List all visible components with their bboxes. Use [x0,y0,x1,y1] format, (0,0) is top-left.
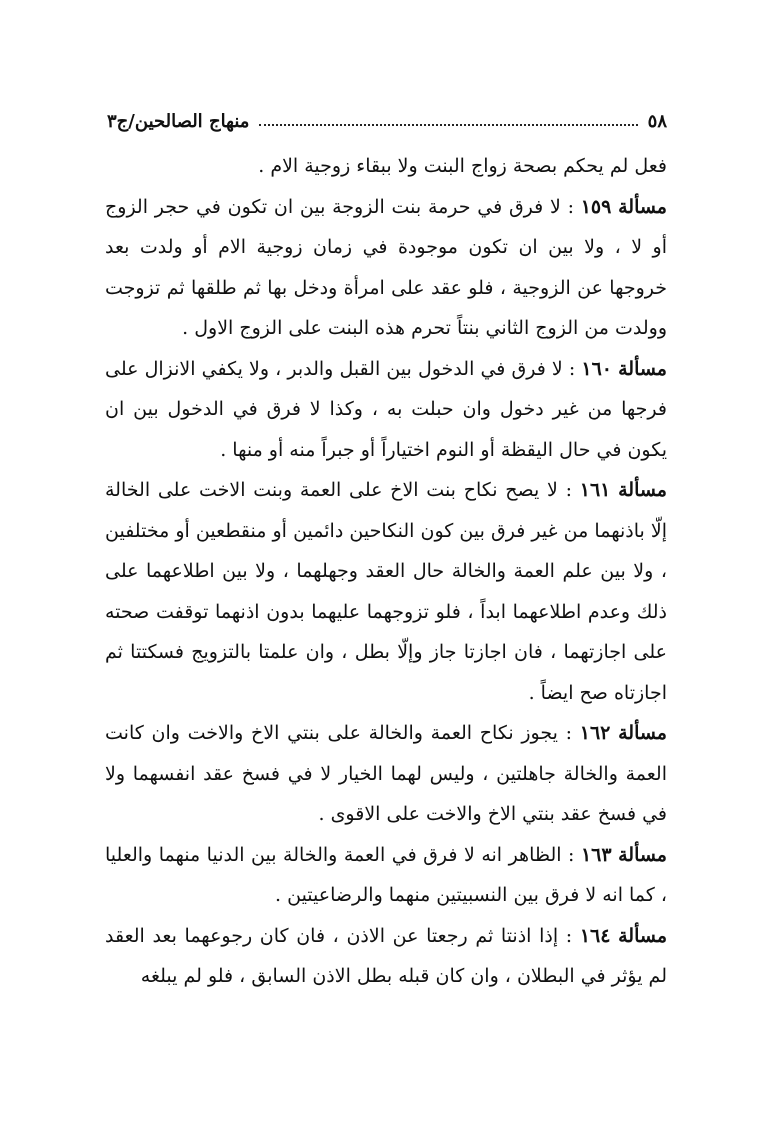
issue-label: مسألة [618,924,668,947]
issue-label: مسألة [618,357,667,380]
issue-paragraph [105,835,667,916]
issue-number: ١٦٢ [579,722,611,744]
continuation-paragraph [105,146,667,187]
paragraph-text: : يجوز نكاح العمة والخالة على بنتي الاخ والاخت وان كانت العمة والخالة جاهلتين ، وليس لهما الخيار لا في فسخ عقد انفسهما ولا في فسخ عقد بنتي الاخ والاخت على الاقوى . [105,722,667,825]
issue-paragraph [105,470,667,713]
paragraph-text: : لا فرق في حرمة بنت الزوجة بين ان تكون في حجر الزوج أو لا ، ولا بين ان تكون موجودة في زمان زوجية الام أو ولدت بعد خروجها عن الزوجية ، فلو عقد على امرأة ودخل بها ثم طلقها ثم تزوجت وولدت من الزوج الثاني بنتاً تحرم هذه البنت على الزوج الاول . [105,195,667,339]
issue-number: ١٥٩ [580,195,612,218]
issue-paragraph [105,916,667,997]
issue-label: مسألة [618,722,667,744]
paragraph-text: : لا يصح نكاح بنت الاخ على العمة وبنت الاخت على الخالة إلّا باذنهما من غير فرق بين كون النكاحين دائمين أو منقطعين أو مختلفين ، ولا بين علم العمة والخالة حال العقد وجهلهما ، ولا بين اطلاعهما على ذلك وعدم اطلاعهما ابداً ، فلو تزوجهما عليهما بدون اذنهما توقفت صحته على اجازتهما ، فان اجازتا جاز وإلّا بطل ، وان علمتا بالتزويج فسكتتا ثم اجازتاه صح ايضاً . [105,479,667,704]
paragraph-text: : إذا اذنتا ثم رجعتا عن الاذن ، فان كان رجوعهما بعد العقد لم يؤثر في البطلان ، وان كان قبله بطل الاذن السابق ، فلو لم يبلغه [105,924,667,987]
issue-paragraph [105,187,667,349]
issue-label: مسألة [618,843,667,866]
dotted-leader [259,124,637,126]
issue-label: مسألة [618,195,667,218]
paragraph-text: فعل لم يحكم بصحة زواج البنت ولا ببقاء زوجية الام . [258,155,667,177]
issue-number: ١٦٤ [579,924,611,947]
paragraph-text: : الظاهر انه لا فرق في العمة والخالة بين الدنيا منهما والعليا ، كما انه لا فرق بين النسبيتين منهما والرضاعيتين . [105,843,667,906]
issue-paragraph [105,713,667,835]
issue-label: مسألة [618,479,667,501]
issue-number: ١٦٣ [580,843,612,866]
issue-number: ١٦١ [579,479,611,501]
issue-number: ١٦٠ [581,357,612,380]
paragraph-text: : لا فرق في الدخول بين القبل والدبر ، ولا يكفي الانزال على فرجها من غير دخول وان حبلت به ، وكذا لا فرق في الدخول بين ان يكون في حال اليقظة أو النوم اختياراً أو جبراً منه أو منها . [105,357,667,461]
issue-paragraph [105,349,667,471]
page-number: ٥٨ [647,111,667,132]
page-header [107,100,667,132]
running-title: منهاج الصالحين/ج٣ [107,111,250,132]
page-body [105,146,667,997]
